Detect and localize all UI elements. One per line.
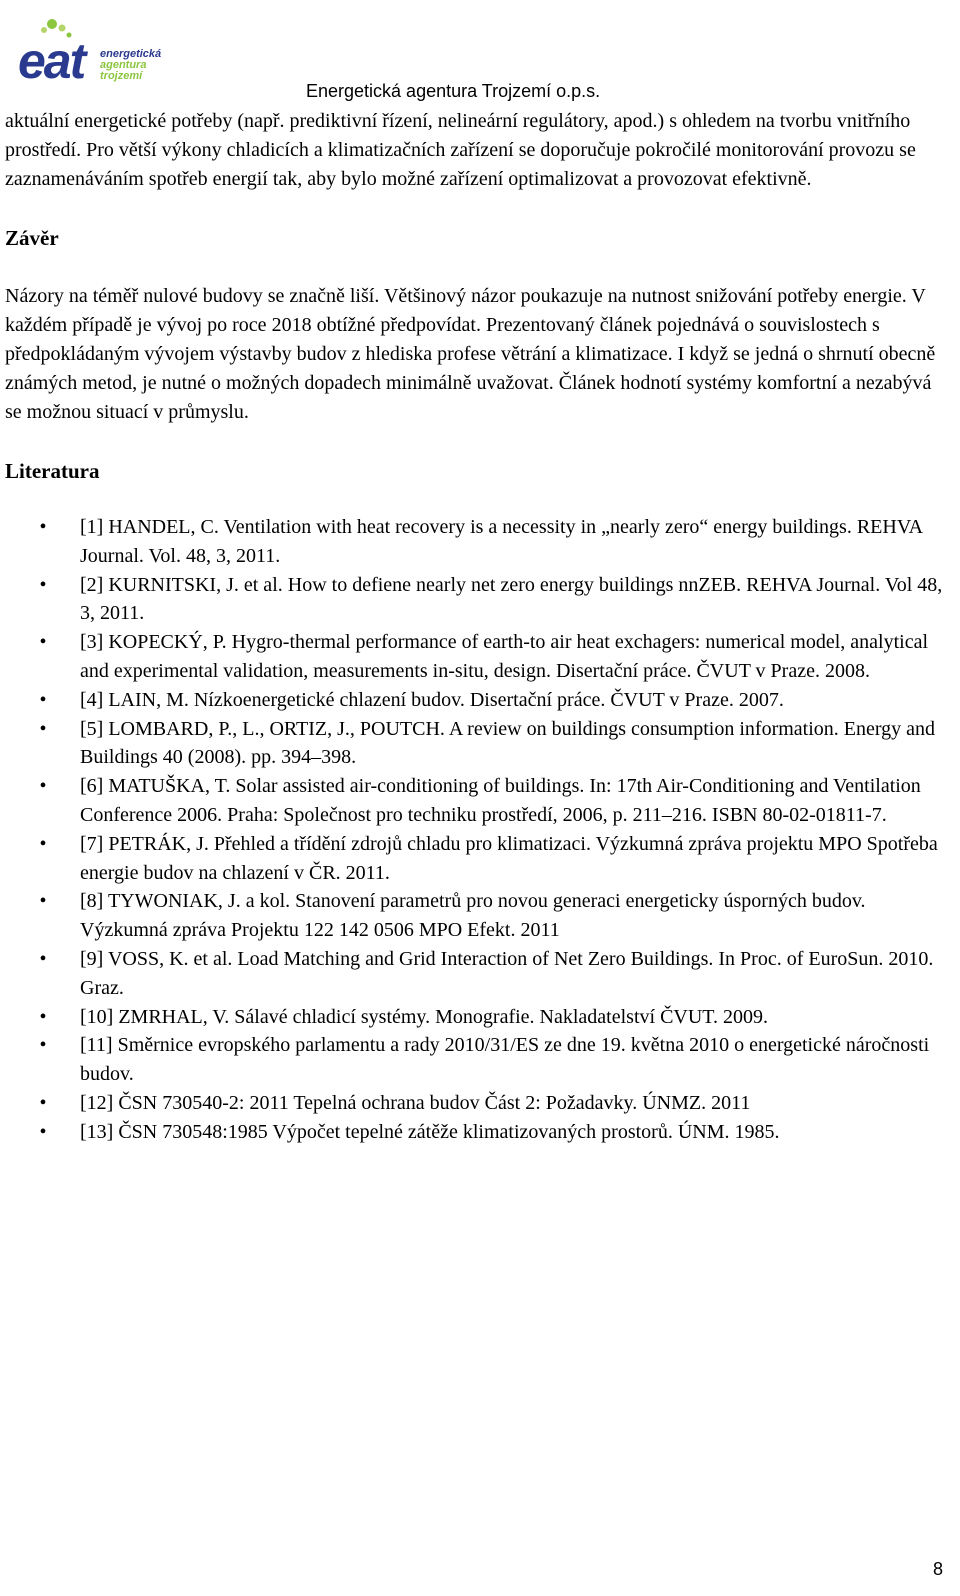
logo-tagline-2: agentura bbox=[100, 59, 147, 71]
intro-paragraph: aktuální energetické potřeby (např. prediktivní řízení, nelineární regulátory, apod.) s ohledem na tvorbu vnitřního prostředí. Pro větší výkony chladicích a klimatizačních zařízení se doporučuje pokročilé monitorování provozu se zaznamenáváním spotřeb energií tak, aby bylo možné zařízení optimalizovat a provozovat efektivně. bbox=[5, 110, 916, 190]
reference-item bbox=[5, 715, 953, 773]
bullet-icon: • bbox=[39, 1120, 47, 1143]
bullet-icon: • bbox=[39, 688, 47, 711]
references-list bbox=[5, 513, 953, 1147]
reference-text: [11] Směrnice evropského parlamentu a rady 2010/31/ES ze dne 19. května 2010 o energetické náročnosti budov. bbox=[80, 1034, 930, 1086]
reference-item bbox=[5, 887, 953, 945]
reference-text: [5] LOMBARD, P., L., ORTIZ, J., POUTCH. A review on buildings consumption information. Energy and Buildings 40 (2008). pp. 394–398. bbox=[80, 717, 936, 769]
bullet-icon: • bbox=[39, 573, 47, 596]
document-body bbox=[5, 107, 953, 1147]
logo-word: eat bbox=[18, 33, 85, 86]
reference-item bbox=[5, 1031, 953, 1089]
conclusion-heading: Závěr bbox=[5, 226, 59, 250]
logo-dot bbox=[59, 25, 66, 32]
reference-item bbox=[5, 1118, 953, 1147]
reference-text: [2] KURNITSKI, J. et al. How to defiene nearly net zero energy buildings nnZEB. REHVA Journal. Vol 48, 3, 2011. bbox=[80, 573, 943, 625]
organization-name: Energetická agentura Trojzemí o.p.s. bbox=[306, 81, 601, 101]
reference-item bbox=[5, 571, 953, 629]
bullet-icon: • bbox=[39, 717, 47, 740]
reference-item bbox=[5, 1003, 953, 1032]
reference-text: [7] PETRÁK, J. Přehled a třídění zdrojů chladu pro klimatizaci. Výzkumná zpráva projektu MPO Spotřeba energie budov na chlazení v ČR. 2011. bbox=[80, 832, 938, 884]
reference-text: [1] HANDEL, C. Ventilation with heat recovery is a necessity in „nearly zero“ energy buildings. REHVA Journal. Vol. 48, 3, 2011. bbox=[80, 516, 923, 567]
reference-text: [8] TYWONIAK, J. a kol. Stanovení parametrů pro novou generaci energeticky úsporných budov. Výzkumná zpráva Projektu 122 142 0506 MPO Efekt. 2011 bbox=[80, 890, 866, 942]
bullet-icon: • bbox=[39, 1034, 47, 1057]
reference-item bbox=[5, 945, 953, 1003]
bullet-icon: • bbox=[39, 890, 47, 913]
references-heading: Literatura bbox=[5, 459, 100, 483]
logo-tagline-1: energetická bbox=[100, 48, 162, 60]
reference-text: [10] ZMRHAL, V. Sálavé chladicí systémy. Monografie. Nakladatelství ČVUT. 2009. bbox=[80, 1005, 769, 1028]
bullet-icon: • bbox=[39, 516, 47, 538]
reference-item bbox=[5, 1089, 953, 1118]
reference-text: [13] ČSN 730548:1985 Výpočet tepelné zátěže klimatizovaných prostorů. ÚNM. 1985. bbox=[80, 1120, 780, 1143]
reference-item bbox=[5, 772, 953, 830]
reference-item bbox=[5, 686, 953, 715]
reference-text: [12] ČSN 730540-2: 2011 Tepelná ochrana budov Část 2: Požadavky. ÚNMZ. 2011 bbox=[80, 1091, 751, 1114]
bullet-icon: • bbox=[39, 775, 47, 798]
eat-logo bbox=[16, 14, 166, 86]
logo-dot bbox=[47, 19, 57, 29]
bullet-icon: • bbox=[39, 631, 47, 654]
page-number: 8 bbox=[933, 1559, 944, 1579]
reference-text: [3] KOPECKÝ, P. Hygro-thermal performance of earth-to air heat exchagers: numerical model, analytical and experimental validation, measurements in-situ, design. Disertační práce. ČVUT v Praze. 2008. bbox=[80, 631, 929, 682]
reference-item bbox=[5, 628, 953, 686]
reference-text: [9] VOSS, K. et al. Load Matching and Grid Interaction of Net Zero Buildings. In Proc. of EuroSun. 2010. Graz. bbox=[80, 947, 934, 999]
bullet-icon: • bbox=[39, 1091, 47, 1114]
conclusion-paragraph: Názory na téměř nulové budovy se značně liší. Většinový názor poukazuje na nutnost snižování potřeby energie. V každém případě je vývoj po roce 2018 obtížné předpovídat. Prezentovaný článek pojednává o souvislostech s předpokládaným vývojem výstavby budov z hlediska profese větrání a klimatizace. I když se jedná o shrnutí obecně známých metod, je nutné o možných dopadech minimálně uvažovat. Článek hodnotí systémy komfortní a nezabývá se možnou situací v průmyslu. bbox=[5, 285, 936, 423]
bullet-icon: • bbox=[39, 1005, 47, 1028]
reference-text: [4] LAIN, M. Nízkoenergetické chlazení budov. Disertační práce. ČVUT v Praze. 2007. bbox=[80, 688, 784, 711]
reference-item bbox=[5, 830, 953, 888]
bullet-icon: • bbox=[39, 947, 47, 970]
logo-tagline-3: trojzemí bbox=[100, 70, 143, 82]
bullet-icon: • bbox=[39, 832, 47, 855]
reference-text: [6] MATUŠKA, T. Solar assisted air-conditioning of buildings. In: 17th Air-Conditioning and Ventilation Conference 2006. Praha: Společnost pro techniku prostředí, 2006, p. 211–216. ISBN 80-02-01811-7. bbox=[80, 775, 921, 826]
reference-item bbox=[5, 513, 953, 571]
